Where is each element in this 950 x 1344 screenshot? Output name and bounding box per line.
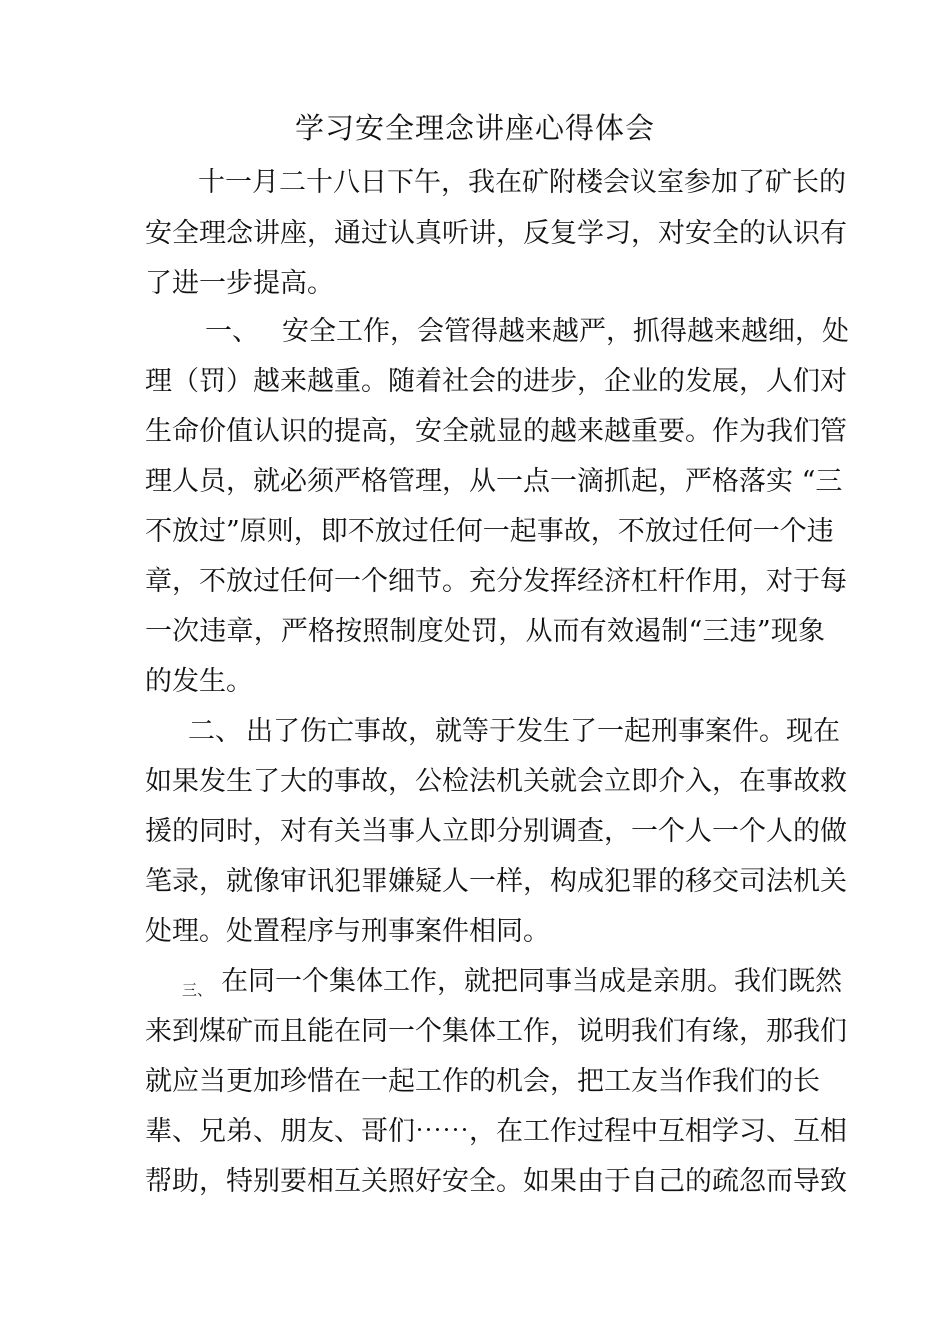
section1-line-6: 章，不放过任何一个细节。充分发挥经济杠杆作用，对于每 bbox=[145, 566, 847, 597]
section2-line-2: 如果发生了大的事故，公检法机关就会立即介入，在事故救 bbox=[145, 766, 847, 797]
intro-line-1: 十一月二十八日下午，我在矿附楼会议室参加了矿长的 bbox=[198, 167, 846, 198]
section2-line-3: 援的同时，对有关当事人立即分别调查，一个人一个人的做 bbox=[145, 816, 847, 847]
section2-marker: 二、 bbox=[188, 716, 242, 747]
section1-line-4: 理人员，就必须严格管理，从一点一滴抓起，严格落实 “三 bbox=[145, 466, 843, 497]
document-title: 学习安全理念讲座心得体会 bbox=[294, 111, 655, 145]
section1-line-2: 理（罚）越来越重。随着社会的进步，企业的发展，人们对 bbox=[145, 366, 847, 397]
section1-line-7: 一次违章，严格按照制度处罚，从而有效遏制“三违”现象 bbox=[145, 616, 825, 647]
section1-line-1: 安全工作，会管得越来越严，抓得越来越细，处 bbox=[282, 316, 849, 347]
section3-line-5: 帮助，特别要相互关照好安全。如果由于自己的疏忽而导致 bbox=[145, 1166, 847, 1197]
section2-line-5: 处理。处置程序与刑事案件相同。 bbox=[145, 916, 550, 947]
section2-line-1: 出了伤亡事故，就等于发生了一起刑事案件。现在 bbox=[246, 716, 840, 747]
section3-line-2: 来到煤矿而且能在同一个集体工作，说明我们有缘，那我们 bbox=[145, 1016, 847, 1047]
section2-line-4: 笔录，就像审讯犯罪嫌疑人一样，构成犯罪的移交司法机关 bbox=[145, 866, 847, 897]
section3-marker: 三、 bbox=[182, 981, 213, 999]
section1-line-8: 的发生。 bbox=[145, 666, 253, 697]
section1-line-5: 不放过”原则，即不放过任何一起事故，不放过任何一个违 bbox=[145, 516, 834, 547]
section1-marker: 一、 bbox=[205, 316, 259, 347]
intro-line-3: 了进一步提高。 bbox=[145, 268, 334, 299]
section1-line-3: 生命价值认识的提高，安全就显的越来越重要。作为我们管 bbox=[145, 416, 847, 447]
section3-line-3: 就应当更加珍惜在一起工作的机会，把工友当作我们的长 bbox=[145, 1066, 820, 1097]
section3-line-4: 辈、兄弟、朋友、哥们⋯⋯，在工作过程中互相学习、互相 bbox=[145, 1116, 847, 1147]
section3-line-1: 在同一个集体工作，就把同事当成是亲朋。我们既然 bbox=[221, 966, 842, 997]
intro-line-2: 安全理念讲座，通过认真听讲，反复学习，对安全的认识有 bbox=[145, 218, 847, 249]
